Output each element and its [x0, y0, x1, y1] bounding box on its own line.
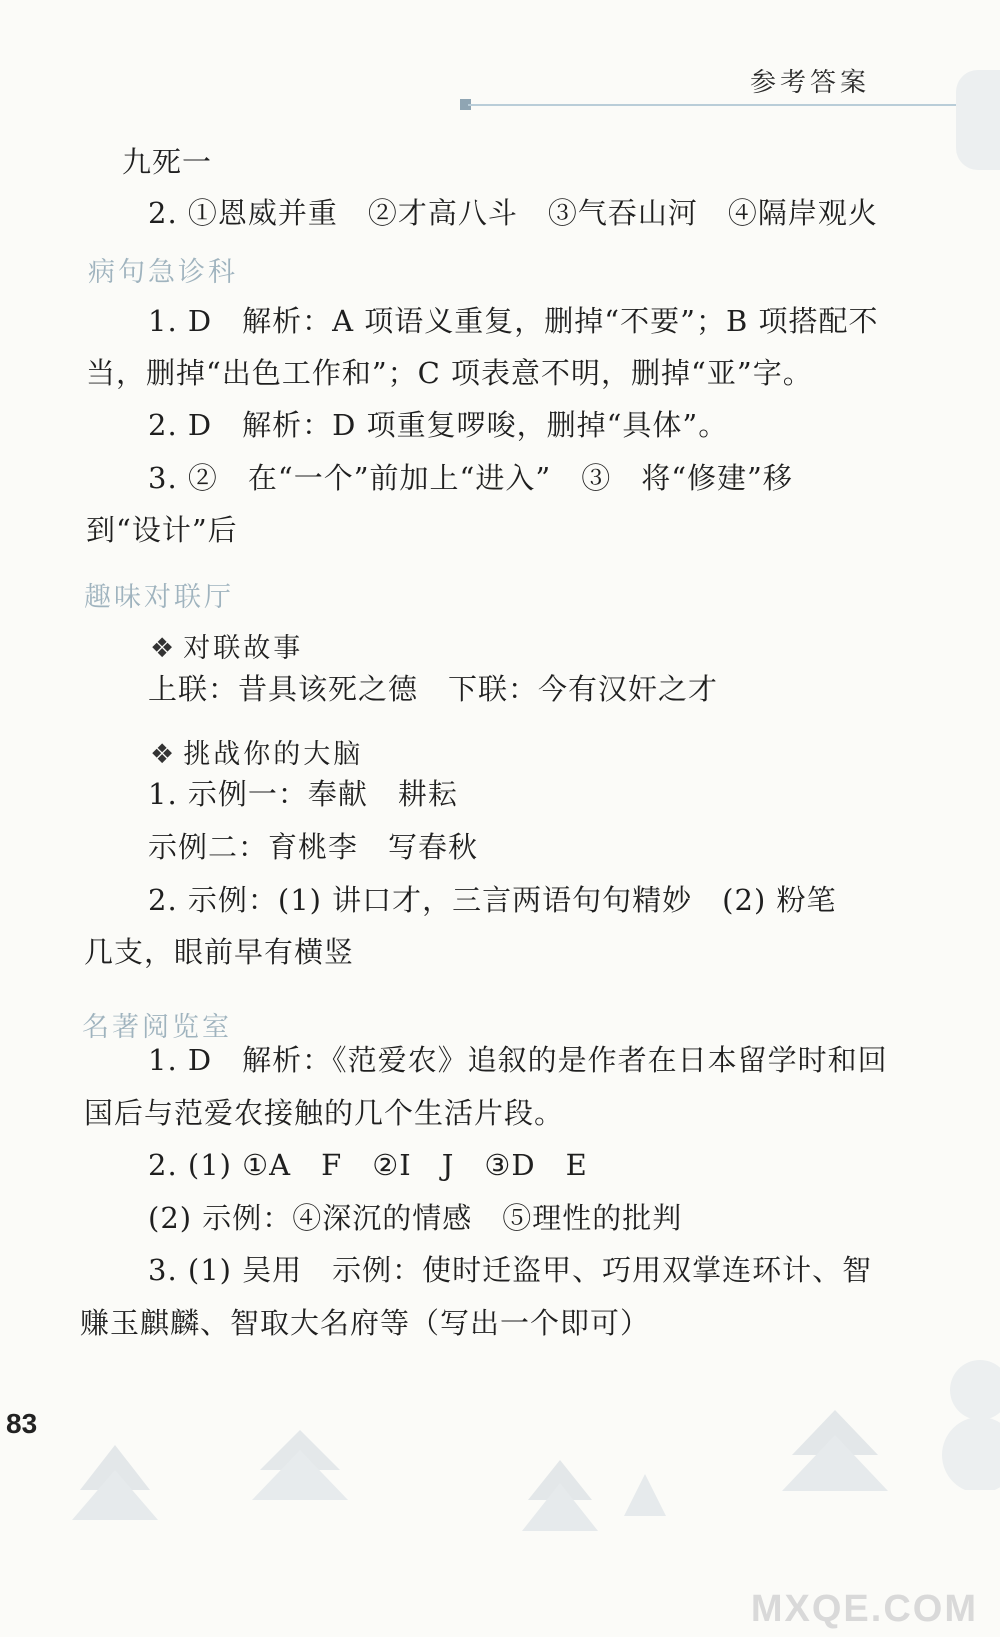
answer-line: 上联：昔具该死之德 下联：今有汉奸之才: [148, 672, 719, 706]
diamond-bullet-icon: ❖: [150, 739, 178, 770]
tree-decoration-icon: [780, 1405, 890, 1495]
answer-line: 1. D 解析：《范爱农》追叙的是作者在日本留学时和回: [148, 1043, 888, 1077]
answer-line: 1. 示例一：奉献 耕耘: [148, 777, 458, 811]
snowman-corner-decoration: [956, 70, 1000, 170]
answer-line: 国后与范爱农接触的几个生活片段。: [84, 1096, 565, 1130]
subsection-label: 挑战你的大脑: [183, 739, 364, 770]
answer-line: 九死一: [122, 145, 213, 179]
answer-line: 几支，眼前早有横竖: [84, 935, 355, 969]
section-heading: 名著阅览室: [82, 1012, 232, 1043]
diamond-bullet-icon: ❖: [150, 633, 178, 664]
section-heading: 趣味对联厅: [84, 582, 234, 613]
tree-decoration-icon: [70, 1440, 160, 1530]
answer-line: 2. D 解析：D 项重复啰唆，删掉“具体”。: [148, 408, 729, 442]
answer-line: 当，删掉“出色工作和”；C 项表意不明，删掉“亚”字。: [86, 356, 813, 390]
subsection-heading: [150, 732, 363, 771]
answer-line: 2. 示例：(1) 讲口才，三言两语句句精妙 (2) 粉笔: [148, 883, 837, 917]
answer-line: 赚玉麒麟、智取大名府等（写出一个即可）: [80, 1306, 651, 1340]
tree-decoration-icon: [250, 1425, 350, 1505]
tree-decoration-icon: [520, 1455, 600, 1535]
watermark: MXQE.COM: [750, 1588, 978, 1630]
answer-line: 2. (1) ①A F ②I J ③D E: [148, 1148, 588, 1182]
subsection-label: 对联故事: [183, 633, 304, 664]
answer-line: 1. D 解析：A 项语义重复，删掉“不要”；B 项搭配不: [148, 304, 879, 338]
subsection-heading: [150, 626, 303, 665]
header-rule: [468, 104, 966, 106]
answer-line: 2. ①恩威并重 ②才高八斗 ③气吞山河 ④隔岸观火: [148, 196, 878, 230]
snowman-decoration-icon: [920, 1350, 1000, 1490]
tree-decoration-icon: [620, 1470, 670, 1520]
answer-line: 3. (1) 吴用 示例：使时迁盗甲、巧用双掌连环计、智: [148, 1253, 873, 1287]
answer-line: 到“设计”后: [86, 513, 238, 547]
header-title: 参考答案: [749, 68, 870, 98]
section-heading: 病句急诊科: [88, 257, 238, 288]
answer-line: (2) 示例：④深沉的情感 ⑤理性的批判: [148, 1201, 683, 1235]
answer-line: 示例二：育桃李 写春秋: [148, 830, 479, 864]
page-number: 83: [6, 1408, 38, 1439]
answer-line: 3. ② 在“一个”前加上“进入” ③ 将“修建”移: [148, 461, 793, 495]
